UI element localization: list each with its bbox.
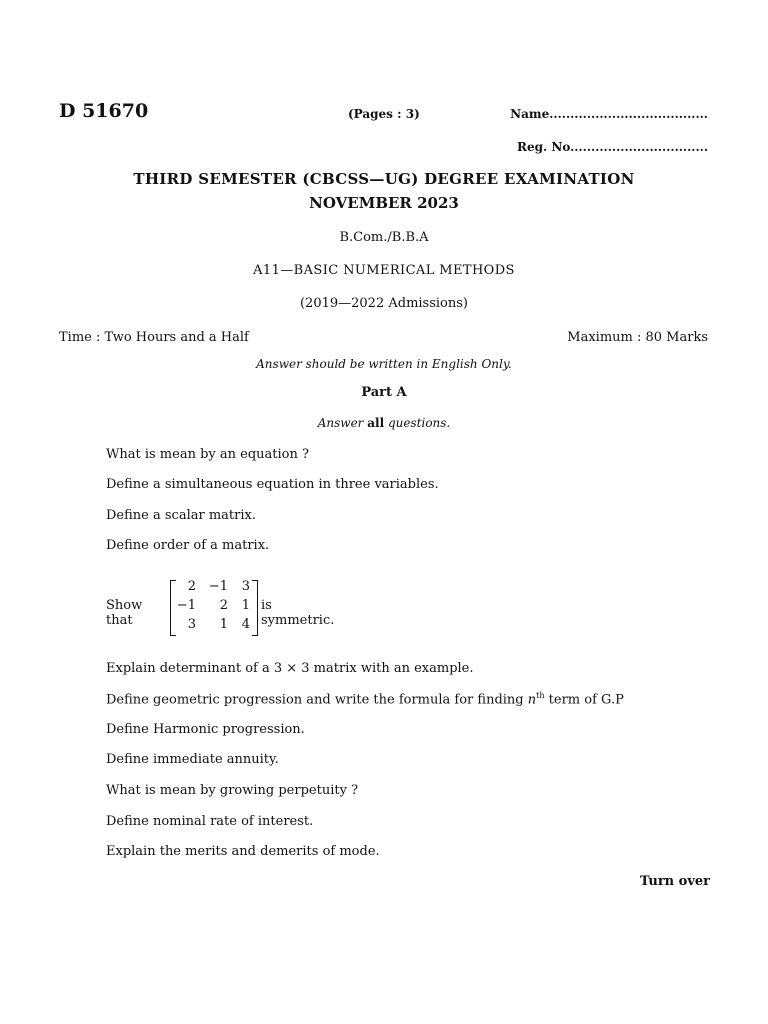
paper-code: D 51670 [59, 100, 149, 122]
question-text: What is mean by an equation ? [106, 447, 309, 462]
admissions-years: (2019—2022 Admissions) [299, 296, 468, 311]
matrix-cell: 3 [187, 617, 196, 632]
part-instruction-suffix: questions. [387, 416, 451, 430]
question-text-suffix: is symmetric. [261, 598, 335, 628]
reg-no-field-label: Reg. No................................. [517, 140, 708, 154]
part-title: Part A [361, 385, 407, 400]
symmetric-matrix [170, 578, 258, 636]
part-instruction [0, 416, 768, 430]
nth-variable: n [527, 692, 537, 708]
question-text: Show that [106, 598, 143, 628]
question-text: Define a scalar matrix. [106, 508, 256, 523]
matrix-cell: 4 [241, 617, 250, 632]
turn-over-note: Turn over [639, 874, 710, 889]
matrix-cell: −1 [208, 579, 228, 594]
question-text-before: Define geometric progression and write the formula for finding [106, 692, 524, 708]
matrix-cell: 1 [219, 617, 228, 632]
question-text: Define Harmonic progression. [106, 722, 305, 737]
name-field-label: Name...................................... [510, 107, 708, 121]
subject-name: A11—BASIC NUMERICAL METHODS [253, 263, 515, 278]
question-text: Define order of a matrix. [106, 538, 270, 553]
course-name: B.Com./B.B.A [339, 230, 429, 245]
question-text: Define nominal rate of interest. [106, 814, 314, 829]
exam-month: NOVEMBER 2023 [309, 194, 459, 212]
matrix-cell: 2 [219, 598, 228, 613]
matrix-cell: 2 [187, 579, 196, 594]
time-allowed: Time : Two Hours and a Half [59, 330, 249, 345]
question-text [106, 691, 624, 707]
part-instruction-prefix: Answer [317, 416, 364, 430]
language-instruction: Answer should be written in English Only. [256, 357, 512, 371]
part-instruction-bold: all [367, 416, 385, 430]
question-text: Define a simultaneous equation in three variables. [106, 477, 439, 492]
question-text: Explain determinant of a 3 × 3 matrix with an example. [106, 661, 474, 676]
question-text-after: term of G.P [548, 692, 624, 708]
matrix-right-bracket [252, 580, 258, 636]
matrix-cell: 3 [241, 579, 250, 594]
page-count: (Pages : 3) [348, 107, 420, 121]
question-text: Define immediate annuity. [106, 752, 279, 767]
question-text: What is mean by growing perpetuity ? [106, 783, 359, 798]
matrix-cell: −1 [176, 598, 196, 613]
maximum-marks: Maximum : 80 Marks [567, 330, 708, 345]
nth-superscript: th [536, 691, 545, 700]
question-text: Explain the merits and demerits of mode. [106, 844, 380, 859]
matrix-cell: 1 [241, 598, 250, 613]
exam-title: THIRD SEMESTER (CBCSS—UG) DEGREE EXAMINATION [133, 170, 635, 188]
